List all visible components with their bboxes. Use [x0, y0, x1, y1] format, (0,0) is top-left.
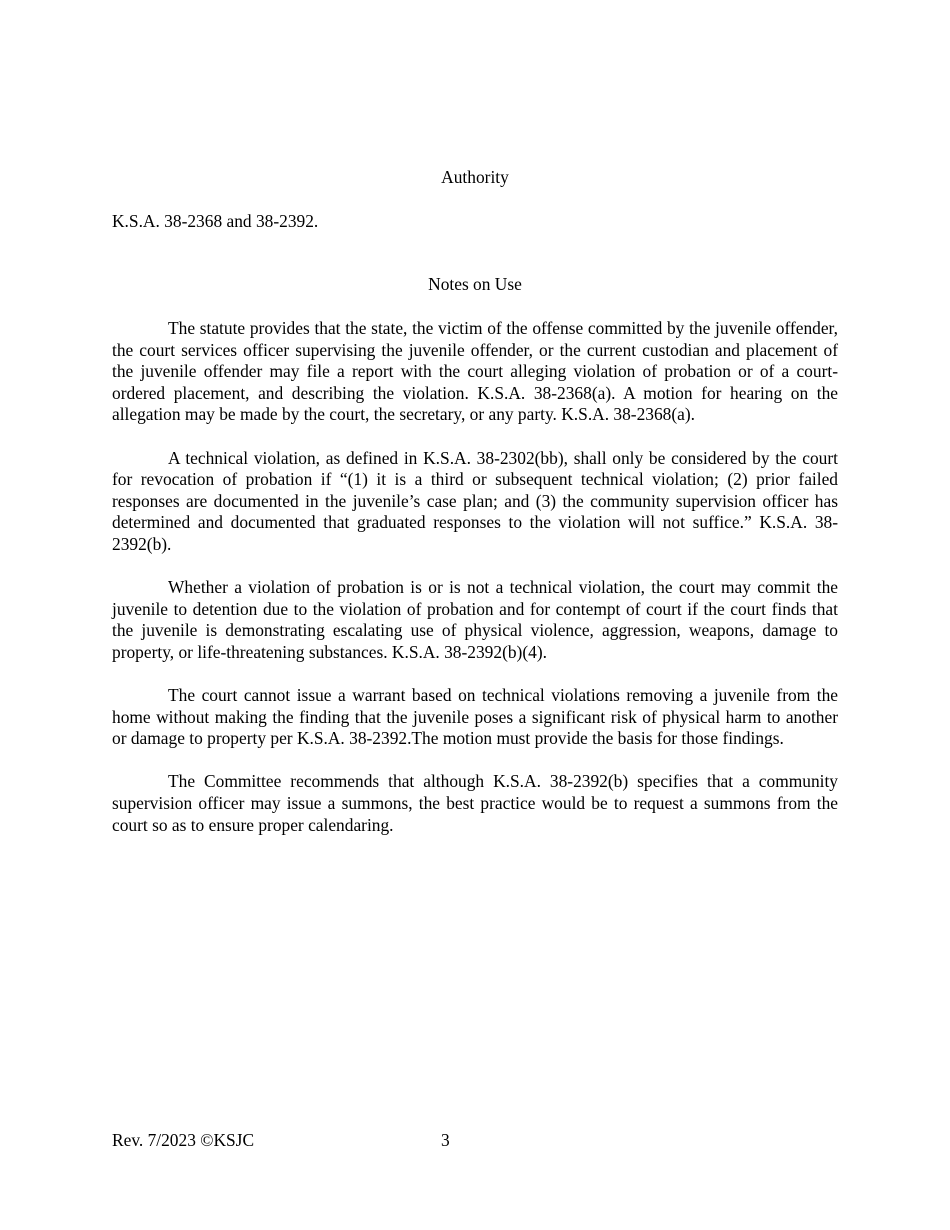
notes-paragraph-3: Whether a violation of probation is or is not a technical violation, the court may commit the juvenile to detention due to the violation of probation and for contempt of court if the court finds that the juvenile is demonstrating escalating use of physical violence, aggression, weapons, damage to property, or life-threatening substances. K.S.A. 38-2392(b)(4).: [112, 577, 838, 662]
authority-citation: K.S.A. 38-2368 and 38-2392.: [112, 211, 319, 231]
authority-heading: Authority: [441, 167, 509, 187]
notes-on-use-heading: Notes on Use: [428, 274, 522, 294]
footer-revision: Rev. 7/2023 ©KSJC: [112, 1130, 255, 1150]
notes-paragraph-2: A technical violation, as defined in K.S.A. 38-2302(bb), shall only be considered by the court for revocation of probation if “(1) it is a third or subsequent technical violation; (2) prior failed responses are documented in the juvenile’s case plan; and (3) the community supervision officer has determined and documented that graduated responses to the violation will not suffice.” K.S.A. 38-2392(b).: [112, 447, 838, 554]
notes-paragraph-5: The Committee recommends that although K.S.A. 38-2392(b) specifies that a community supervision officer may issue a summons, the best practice would be to request a summons from the court so as to ensure proper calendaring.: [112, 771, 838, 835]
footer-page-number: 3: [441, 1130, 450, 1150]
notes-paragraph-4: The court cannot issue a warrant based on technical violations removing a juvenile from the home without making the finding that the juvenile poses a significant risk of physical harm to another or damage to property per K.S.A. 38-2392.The motion must provide the basis for those findings.: [112, 685, 838, 749]
notes-on-use-body: [112, 318, 838, 858]
notes-paragraph-1: The statute provides that the state, the victim of the offense committed by the juvenile offender, the court services officer supervising the juvenile offender, or the current custodian and placement of the juvenile offender may file a report with the court alleging violation of probation or of a court-ordered placement, and describing the violation. K.S.A. 38-2368(a). A motion for hearing on the allegation may be made by the court, the secretary, or any party. K.S.A. 38-2368(a).: [112, 318, 838, 425]
